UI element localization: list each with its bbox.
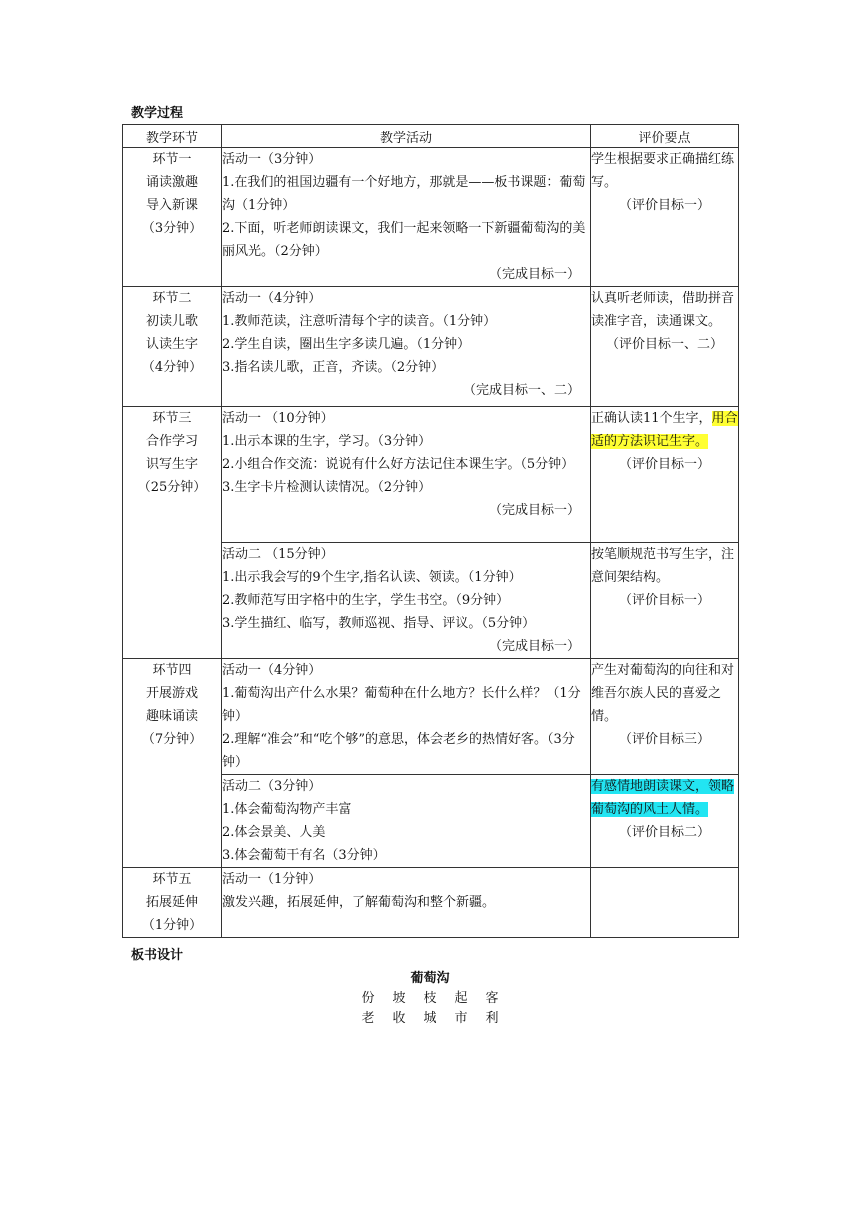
table-header-row [123,125,739,148]
activity-step: 1.出示本课的生字，学习。（3分钟） [222,434,432,449]
activity-step: 2.理解“准会”和“吃个够”的意思，体会老乡的热情好客。（3分钟） [222,732,575,770]
activity-cell [222,543,591,659]
board-character: 起 [454,991,468,1006]
activity-goal: （完成目标一、二） [462,383,580,398]
board-lesson-name: 葡萄沟 [410,971,450,986]
evaluation-cell [591,775,739,868]
activity-step: 2.小组合作交流：说说有什么好方法记住本课生字。（5分钟） [222,457,575,472]
activity-goal: （完成目标一） [488,503,580,518]
board-character: 份 [361,991,375,1006]
evaluation-cell [591,543,739,659]
stage-label: 合作学习 [145,434,198,449]
stage-label: （7分钟） [141,732,203,747]
stage-label: 诵读激趣 [145,175,198,190]
activity-step: 2.体会景美、人美 [222,825,326,840]
evaluation-goal: （评价目标一） [618,198,710,213]
evaluation-cell [591,659,739,775]
evaluation-goal: （评价目标二） [618,825,710,840]
activity-cell [222,659,591,775]
evaluation-cell [591,868,739,938]
table-row [123,868,739,938]
evaluation-text [591,407,738,453]
activity-cell [222,407,591,543]
evaluation-plain: 正确认读11个生字， [591,411,712,426]
activity-step: 2.下面，听老师朗读课文，我们一起来领略一下新疆葡萄沟的美丽风光。（2分钟） [222,221,586,259]
board-character: 客 [485,991,499,1006]
activity-cell [222,148,591,287]
evaluation-text [591,148,738,194]
activity-step: 2.学生自读，圈出生字多读几遍。（1分钟） [222,337,471,352]
evaluation-goal: （评价目标一、二） [605,337,723,352]
board-character: 城 [423,1011,437,1026]
stage-label: 拓展延伸 [145,895,198,910]
stage-label: 环节三 [152,411,192,426]
board-character: 老 [361,1011,375,1026]
evaluation-goal: （评价目标一） [618,457,710,472]
stage-label: 环节五 [152,872,192,887]
table-row [123,407,739,543]
section-title: 教学过程 [131,106,184,121]
stage-cell [123,148,222,287]
evaluation-goal: （评价目标一） [618,593,710,608]
stage-label: 开展游戏 [145,686,198,701]
board-design-title: 板书设计 [131,948,184,963]
activity-step: 3.生字卡片检测认读情况。（2分钟） [222,480,432,495]
activity-title: 活动一（4分钟） [222,291,322,306]
activity-step: 1.出示我会写的9个生字,指名认读、领读。（1分钟） [222,570,522,585]
evaluation-goal: （评价目标三） [618,732,710,747]
evaluation-plain: 按笔顺规范书写生字，注意间架结构。 [591,547,735,585]
evaluation-text [591,775,738,821]
stage-label: 趣味诵读 [145,709,198,724]
evaluation-cell [591,287,739,407]
activity-step: 3.学生描红、临写，教师巡视、指导、评议。（5分钟） [222,616,536,631]
board-character: 坡 [392,991,406,1006]
activity-step: 1.教师范读，注意听清每个字的读音。（1分钟） [222,314,497,329]
stage-label: 环节一 [152,152,192,167]
evaluation-plain: 产生对葡萄沟的向往和对维吾尔族人民的喜爱之情。 [591,663,735,724]
lesson-table [122,124,739,938]
stage-label: 识写生字 [145,457,198,472]
stage-label: 环节四 [152,663,192,678]
evaluation-plain: 学生根据要求正确描红练写。 [591,152,735,190]
evaluation-text [591,287,738,333]
table-row [123,287,739,407]
evaluation-text [591,659,738,728]
activity-cell [222,775,591,868]
evaluation-plain: 认真听老师读，借助拼音读准字音，读通课文。 [591,291,735,329]
board-row-2 [0,1008,860,1029]
activity-step: 2.教师范写田字格中的生字，学生书空。（9分钟） [222,593,510,608]
activity-step: 激发兴趣，拓展延伸，了解葡萄沟和整个新疆。 [222,895,496,910]
stage-label: 认读生字 [145,337,198,352]
activity-step: 1.葡萄沟出产什么水果？葡萄种在什么地方？长什么样？（1分钟） [222,686,581,724]
stage-label: 初读儿歌 [145,314,198,329]
stage-cell [123,407,222,659]
activity-title: 活动一（1分钟） [222,872,322,887]
board-row-1 [0,988,860,1009]
table-row [123,659,739,775]
activity-step: 3.指名读儿歌，正音，齐读。（2分钟） [222,360,445,375]
board-character: 枝 [423,991,437,1006]
header-stage: 教学环节 [123,125,222,148]
evaluation-highlight: 用合适的方法识记生字。 [591,411,738,449]
activity-title: 活动一 （10分钟） [222,411,334,426]
stage-label: （25分钟） [137,480,207,495]
stage-label: 导入新课 [145,198,198,213]
activity-cell [222,868,591,938]
board-character: 利 [485,1011,499,1026]
activity-step: 3.体会葡萄干有名（3分钟） [222,848,386,863]
evaluation-text [591,543,738,589]
table-body [123,148,739,938]
stage-label: （1分钟） [141,918,203,933]
activity-title: 活动二（3分钟） [222,779,322,794]
activity-step: 1.在我们的祖国边疆有一个好地方，那就是——板书课题：葡萄沟（1分钟） [222,175,586,213]
activity-title: 活动二 （15分钟） [222,547,334,562]
stage-cell [123,868,222,938]
header-evaluation: 评价要点 [591,125,739,148]
evaluation-cell [591,407,739,543]
stage-cell [123,659,222,868]
header-activity: 教学活动 [222,125,591,148]
table-row [123,148,739,287]
activity-title: 活动一（3分钟） [222,152,322,167]
activity-title: 活动一（4分钟） [222,663,322,678]
evaluation-cell [591,148,739,287]
evaluation-highlight: 有感情地朗读课文，领略葡萄沟的风土人情。 [591,779,735,817]
board-character: 市 [454,1011,468,1026]
activity-goal: （完成目标一） [488,639,580,654]
stage-cell [123,287,222,407]
stage-label: （3分钟） [141,221,203,236]
activity-step: 1.体会葡萄沟物产丰富 [222,802,352,817]
activity-goal: （完成目标一） [488,267,580,282]
stage-label: （4分钟） [141,360,203,375]
stage-label: 环节二 [152,291,192,306]
board-character: 收 [392,1011,406,1026]
activity-cell [222,287,591,407]
